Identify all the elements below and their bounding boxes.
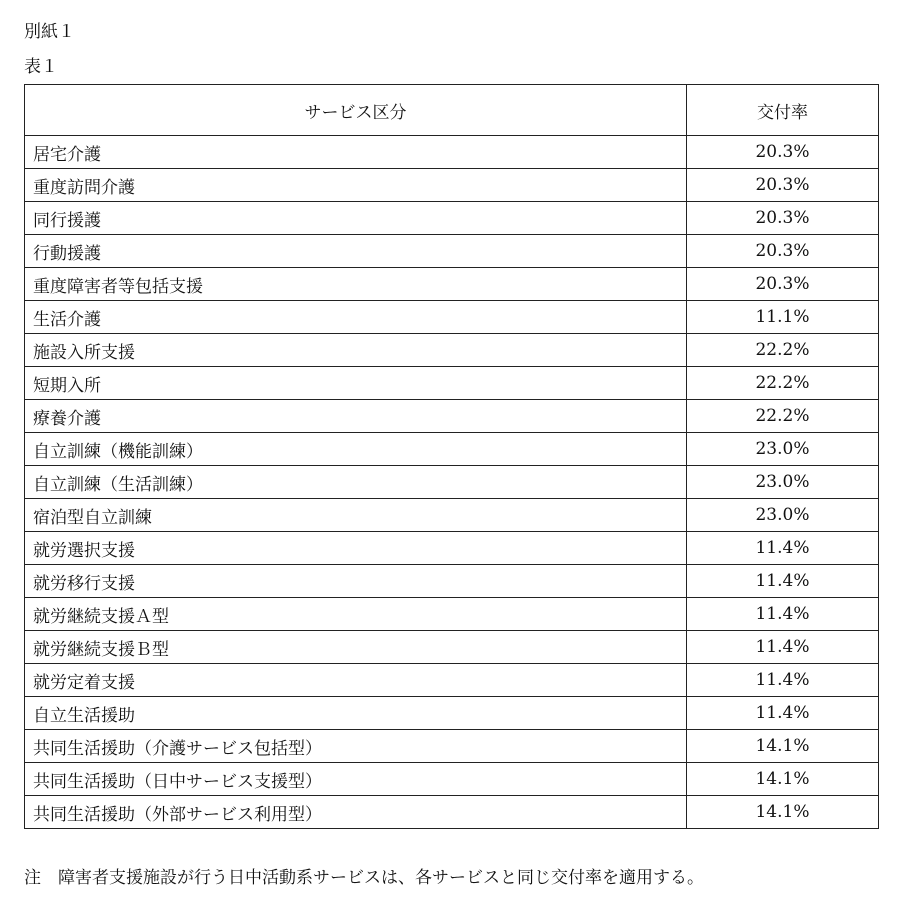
- rate-cell: 23.0%: [687, 499, 879, 532]
- table-row: [25, 532, 879, 565]
- rate-cell: 20.3%: [687, 169, 879, 202]
- table-row: [25, 400, 879, 433]
- service-cell: 生活介護: [25, 301, 687, 334]
- table-label: 表１: [24, 57, 58, 77]
- table-row: [25, 334, 879, 367]
- service-cell: 行動援護: [25, 235, 687, 268]
- service-cell: 施設入所支援: [25, 334, 687, 367]
- table-header-row: [25, 85, 879, 136]
- rate-cell: 11.4%: [687, 631, 879, 664]
- table-row: [25, 169, 879, 202]
- service-cell: 自立生活援助: [25, 697, 687, 730]
- service-cell: 就労継続支援Ａ型: [25, 598, 687, 631]
- service-cell: 短期入所: [25, 367, 687, 400]
- service-cell: 共同生活援助（外部サービス利用型）: [25, 796, 687, 829]
- table-row: [25, 499, 879, 532]
- service-cell: 就労定着支援: [25, 664, 687, 697]
- service-cell: 就労移行支援: [25, 565, 687, 598]
- service-cell: 共同生活援助（日中サービス支援型）: [25, 763, 687, 796]
- rate-cell: 14.1%: [687, 796, 879, 829]
- rate-cell: 20.3%: [687, 136, 879, 169]
- service-cell: 自立訓練（機能訓練）: [25, 433, 687, 466]
- rate-cell: 11.4%: [687, 532, 879, 565]
- table-row: [25, 796, 879, 829]
- service-cell: 自立訓練（生活訓練）: [25, 466, 687, 499]
- rate-cell: 20.3%: [687, 268, 879, 301]
- table-row: [25, 664, 879, 697]
- service-cell: 宿泊型自立訓練: [25, 499, 687, 532]
- table-row: [25, 598, 879, 631]
- table-row: [25, 235, 879, 268]
- rate-cell: 11.4%: [687, 598, 879, 631]
- service-cell: 共同生活援助（介護サービス包括型）: [25, 730, 687, 763]
- service-cell: 就労継続支援Ｂ型: [25, 631, 687, 664]
- table-row: [25, 763, 879, 796]
- table-row: [25, 202, 879, 235]
- table-row: [25, 466, 879, 499]
- rate-cell: 23.0%: [687, 433, 879, 466]
- service-cell: 重度訪問介護: [25, 169, 687, 202]
- rate-cell: 22.2%: [687, 400, 879, 433]
- table-row: [25, 301, 879, 334]
- service-cell: 療養介護: [25, 400, 687, 433]
- rate-cell: 14.1%: [687, 730, 879, 763]
- rate-cell: 11.1%: [687, 301, 879, 334]
- rate-cell: 22.2%: [687, 334, 879, 367]
- table-row: [25, 367, 879, 400]
- table-row: [25, 631, 879, 664]
- service-cell: 重度障害者等包括支援: [25, 268, 687, 301]
- rate-cell: 23.0%: [687, 466, 879, 499]
- table-row: [25, 697, 879, 730]
- service-cell: 居宅介護: [25, 136, 687, 169]
- table-row: [25, 730, 879, 763]
- rate-cell: 22.2%: [687, 367, 879, 400]
- column-header-service: サービス区分: [25, 85, 687, 136]
- annex-label: 別紙１: [24, 22, 75, 42]
- rate-cell: 11.4%: [687, 664, 879, 697]
- table-row: [25, 433, 879, 466]
- table-row: [25, 565, 879, 598]
- service-cell: 同行援護: [25, 202, 687, 235]
- rate-cell: 14.1%: [687, 763, 879, 796]
- table-row: [25, 136, 879, 169]
- service-cell: 就労選択支援: [25, 532, 687, 565]
- rates-table: [24, 84, 879, 829]
- rate-cell: 20.3%: [687, 235, 879, 268]
- rate-cell: 20.3%: [687, 202, 879, 235]
- table-footnote: 注 障害者支援施設が行う日中活動系サービスは、各サービスと同じ交付率を適用する。: [24, 868, 704, 888]
- rate-cell: 11.4%: [687, 697, 879, 730]
- table-row: [25, 268, 879, 301]
- rate-cell: 11.4%: [687, 565, 879, 598]
- column-header-rate: 交付率: [687, 85, 879, 136]
